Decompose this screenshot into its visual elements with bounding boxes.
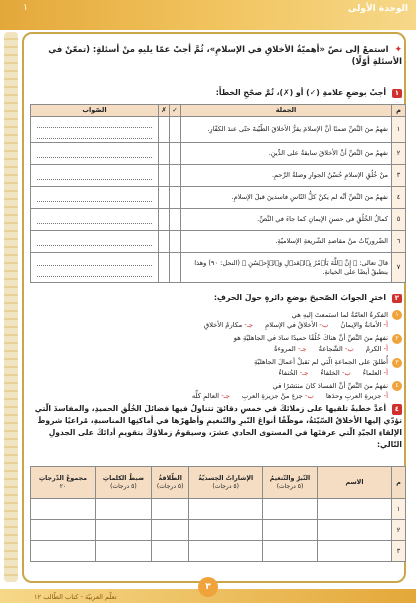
score-cell[interactable] bbox=[189, 520, 263, 541]
row-sentence: كمالُ الخُلُقِ في حسنِ الإيمانِ كما جاءَ في النَّصِّ. bbox=[181, 209, 392, 231]
name-cell[interactable] bbox=[318, 499, 392, 520]
score-cell[interactable] bbox=[262, 499, 317, 520]
score-cell[interactable] bbox=[189, 499, 263, 520]
row-number: ٢ bbox=[392, 143, 406, 165]
table-row bbox=[31, 253, 406, 283]
option-text: الأخلاقُ في الإسلامِ bbox=[265, 321, 318, 329]
q1-header-row bbox=[31, 105, 406, 117]
score-cell[interactable] bbox=[151, 520, 189, 541]
item-number: ٣ bbox=[392, 358, 402, 368]
eval-col-gestures: الإشاراتُ الجسديّةُ (٥ درجات) bbox=[189, 467, 263, 499]
table-row bbox=[31, 541, 406, 562]
row-number: ٣ bbox=[392, 165, 406, 187]
option-text: جزيرةِ العربِ وحدَها bbox=[325, 392, 382, 401]
q2-number: ٢ bbox=[392, 294, 402, 303]
question-item bbox=[30, 334, 402, 354]
correction-cell[interactable] bbox=[31, 165, 159, 187]
table-row bbox=[31, 187, 406, 209]
score-cell[interactable] bbox=[189, 541, 263, 562]
option[interactable] bbox=[319, 345, 354, 354]
correction-cell[interactable] bbox=[31, 231, 159, 253]
item-question: نفهمُ منَ النَّصِّ أنَّ هناكَ خُلُقًا حميدًا سادَ في الجاهليّةِ هو bbox=[233, 334, 388, 343]
cross-cell[interactable] bbox=[159, 187, 170, 209]
check-cell[interactable] bbox=[170, 165, 181, 187]
option[interactable] bbox=[242, 392, 314, 401]
correction-cell[interactable] bbox=[31, 143, 159, 165]
name-cell[interactable] bbox=[318, 541, 392, 562]
row-number: ٦ bbox=[392, 231, 406, 253]
total-cell[interactable] bbox=[31, 520, 96, 541]
option-letter: أ- bbox=[383, 392, 388, 401]
option-letter: جـ- bbox=[297, 344, 307, 353]
q1-title: أجبْ بوضعِ علامةِ (✓) أو (✗)، ثُمَّ صحّحِ الخطأَ: bbox=[215, 88, 386, 97]
row-sentence: نفهمُ منَ النَّصِّ ضمنًا أنَّ الإسلامَ يقرُّ الأخلاقَ الطّيّبةَ حتّى عندَ الكفّارِ. bbox=[181, 117, 392, 143]
option-text: الحُنفاءُ bbox=[278, 368, 298, 377]
q2-heading bbox=[30, 293, 402, 304]
eval-header-row bbox=[31, 467, 406, 499]
total-cell[interactable] bbox=[31, 541, 96, 562]
row-sentence: منْ خُلُقِ الإسلامِ حُسْنُ الجوارِ وصلةُ الرَّحمِ. bbox=[181, 165, 392, 187]
correction-cell[interactable] bbox=[31, 209, 159, 231]
decorative-side-strip bbox=[4, 32, 18, 582]
evaluation-table bbox=[30, 466, 406, 562]
option-letter: ب- bbox=[319, 321, 329, 329]
q1-table bbox=[30, 104, 406, 283]
item-question: نفهمُ منَ النَّصِّ أنَّ الفسادَ كانَ منتشرًا في bbox=[272, 382, 388, 391]
correction-cell[interactable] bbox=[31, 117, 159, 143]
option-text: الخلفاءُ bbox=[320, 368, 340, 377]
row-number: ٧ bbox=[392, 253, 406, 283]
eval-col-fluency: الطّلاقةُ (٥ درجات) bbox=[151, 467, 189, 499]
row-sentence: نفهمُ منَ النَّصِّ أنَّ الأخلاقَ سابقةٌ على الدِّينِ. bbox=[181, 143, 392, 165]
option-text: مكارمُ الأخلاقِ bbox=[203, 321, 243, 329]
option[interactable] bbox=[192, 392, 230, 401]
row-sentence: قالَ تعالى: ﴿ إِنَّ ٱللَّهَ يَأۡمُرُ بِٱلۡعَدۡلِ وَٱلۡإِحۡسَٰنِ ﴾ (النحل: ٩٠) وهذا ينطبقُ أيضًا على الخيانةِ. bbox=[181, 253, 392, 283]
option-letter: ب- bbox=[341, 368, 351, 377]
item-number: ١ bbox=[392, 310, 402, 320]
option-letter: جـ- bbox=[221, 392, 230, 401]
question-item bbox=[30, 310, 402, 330]
option[interactable] bbox=[279, 369, 309, 378]
table-row bbox=[31, 117, 406, 143]
eval-col-num: م bbox=[392, 467, 406, 499]
item-number: ٤ bbox=[392, 381, 402, 391]
q2-title: اخترِ الجوابَ الصّحيحَ بوضعِ دائرةٍ حولَ الحرفِ: bbox=[213, 293, 386, 302]
table-row bbox=[31, 520, 406, 541]
option-letter: ب- bbox=[344, 344, 354, 353]
instruction-text: استمعْ إلى نصّ «أهميّةُ الأخلاقِ في الإسلامِ»، ثُمَّ أجبْ عمّا يليهِ منْ أسئلةٍ: (تمعّنْ في الأسئلةِ أوّلًا) bbox=[48, 44, 402, 67]
check-cell[interactable] bbox=[170, 253, 181, 283]
option-text: الكرمُ bbox=[365, 344, 382, 353]
option[interactable] bbox=[326, 392, 388, 401]
q1-heading bbox=[30, 88, 402, 99]
cross-cell[interactable] bbox=[159, 209, 170, 231]
option-letter: أ- bbox=[383, 344, 388, 353]
q1-col-check: ✓ bbox=[170, 105, 181, 117]
score-cell[interactable] bbox=[151, 541, 189, 562]
total-cell[interactable] bbox=[31, 499, 96, 520]
correction-cell[interactable] bbox=[31, 253, 159, 283]
row-sentence: نفهمُ منَ النَّصِّ أنَّه لم يكنْ كلُّ النّاسِ فاسدينَ قبلَ الإسلامِ. bbox=[181, 187, 392, 209]
option-letter: ب- bbox=[305, 392, 314, 401]
option-text: الشّجاعةُ bbox=[318, 344, 343, 353]
score-cell[interactable] bbox=[262, 520, 317, 541]
cross-cell[interactable] bbox=[159, 143, 170, 165]
table-row bbox=[31, 231, 406, 253]
row-number: ١ bbox=[392, 499, 406, 520]
table-row bbox=[31, 209, 406, 231]
score-cell[interactable] bbox=[262, 541, 317, 562]
eval-col-name: الاسم bbox=[318, 467, 392, 499]
option-letter: أ- bbox=[383, 321, 388, 329]
q1-col-correction: الصّواب bbox=[31, 105, 159, 117]
name-cell[interactable] bbox=[318, 520, 392, 541]
option-letter: أ- bbox=[383, 368, 388, 377]
cross-cell[interactable] bbox=[159, 117, 170, 143]
question-item bbox=[30, 381, 402, 401]
check-cell[interactable] bbox=[170, 231, 181, 253]
eval-col-stress: النّبرُ والتّنغيمُ (٥ درجات) bbox=[262, 467, 317, 499]
option[interactable] bbox=[320, 369, 350, 378]
table-row bbox=[31, 499, 406, 520]
q4-number: ٤ bbox=[392, 404, 402, 415]
correction-cell[interactable] bbox=[31, 187, 159, 209]
q1-col-num: م bbox=[392, 105, 406, 117]
option[interactable] bbox=[204, 321, 253, 330]
score-cell[interactable] bbox=[95, 541, 151, 562]
option-letter: جـ- bbox=[244, 321, 254, 329]
top-number: ١ bbox=[23, 3, 28, 13]
option[interactable] bbox=[363, 369, 388, 378]
option[interactable] bbox=[366, 345, 388, 354]
score-cell[interactable] bbox=[151, 499, 189, 520]
page-number: ٣ bbox=[198, 577, 218, 597]
option-text: العلماءُ bbox=[362, 368, 382, 377]
option[interactable] bbox=[265, 321, 328, 330]
cross-cell[interactable] bbox=[159, 253, 170, 283]
option-text: العالمِ كلِّه bbox=[191, 392, 220, 401]
eval-col-total: مجموعُ الدّرجاتِ ٢٠ bbox=[31, 467, 96, 499]
star-bullet-icon: ✦ bbox=[394, 45, 402, 55]
q4-block bbox=[30, 403, 402, 452]
row-number: ٤ bbox=[392, 187, 406, 209]
option[interactable] bbox=[274, 345, 307, 354]
row-sentence: الضّروريّاتُ منْ مقاصدِ الشّريعةِ الإسلاميّةِ. bbox=[181, 231, 392, 253]
q2-choices bbox=[30, 310, 402, 402]
cross-cell[interactable] bbox=[159, 231, 170, 253]
check-cell[interactable] bbox=[170, 187, 181, 209]
footer-book-title: تعلّم العربيّة - كتاب الطّالب ١٢ bbox=[34, 593, 117, 601]
check-cell[interactable] bbox=[170, 209, 181, 231]
question-item bbox=[30, 358, 402, 378]
score-cell[interactable] bbox=[95, 520, 151, 541]
item-question: الفكرةُ العامّةُ لما استمعتَ إليهِ هي bbox=[291, 310, 388, 319]
item-question: أُطلقَ على الجماعةِ الّتي لم تقبلْ أعمالَ الجاهليّةِ bbox=[254, 358, 388, 367]
q1-col-cross: ✗ bbox=[159, 105, 170, 117]
q4-text: أعدَّ خطبةً تلقيها على زملائكَ في خمسِ دقائقَ تتناولُ فيها فضائلَ الخُلُقِ الحميدِ، والمفاسدَ الّتي تؤدّي إليها الأخلاقُ السّيّئةُ، موظّفًا أنواعَ النّبرِ والتّنغيمِ وأظهرْها في أماكنِها المناسبةِ، مُراعيًا شروطَ الإلقاءِ الجيّدِ الّتي عرفتَها في المستوى الحادي عشرَ، وسيقومُ زملاؤكَ بتقويمِ أدائكَ على الجدولِ التّالي: bbox=[34, 404, 402, 450]
check-cell[interactable] bbox=[170, 143, 181, 165]
score-cell[interactable] bbox=[95, 499, 151, 520]
item-number: ٢ bbox=[392, 334, 402, 344]
q1-col-sentence: الجملة bbox=[181, 105, 392, 117]
unit-label: الوحدة الأولى bbox=[347, 4, 408, 14]
row-number: ١ bbox=[392, 117, 406, 143]
eval-col-diacritics: ضبطُ الكلماتِ (٥ درجات) bbox=[95, 467, 151, 499]
row-number: ٥ bbox=[392, 209, 406, 231]
option[interactable] bbox=[340, 321, 388, 330]
instruction bbox=[30, 44, 402, 67]
cross-cell[interactable] bbox=[159, 165, 170, 187]
option-text: الأمانةُ والإيمانُ bbox=[340, 321, 382, 329]
check-cell[interactable] bbox=[170, 117, 181, 143]
row-number: ٣ bbox=[392, 541, 406, 562]
table-row bbox=[31, 143, 406, 165]
option-text: المروءةُ bbox=[274, 344, 296, 353]
table-row bbox=[31, 165, 406, 187]
q1-number: ١ bbox=[392, 89, 402, 98]
row-number: ٢ bbox=[392, 520, 406, 541]
option-letter: جـ- bbox=[299, 368, 309, 377]
option-text: جزءٍ منْ جزيرةِ العربِ bbox=[241, 392, 303, 401]
